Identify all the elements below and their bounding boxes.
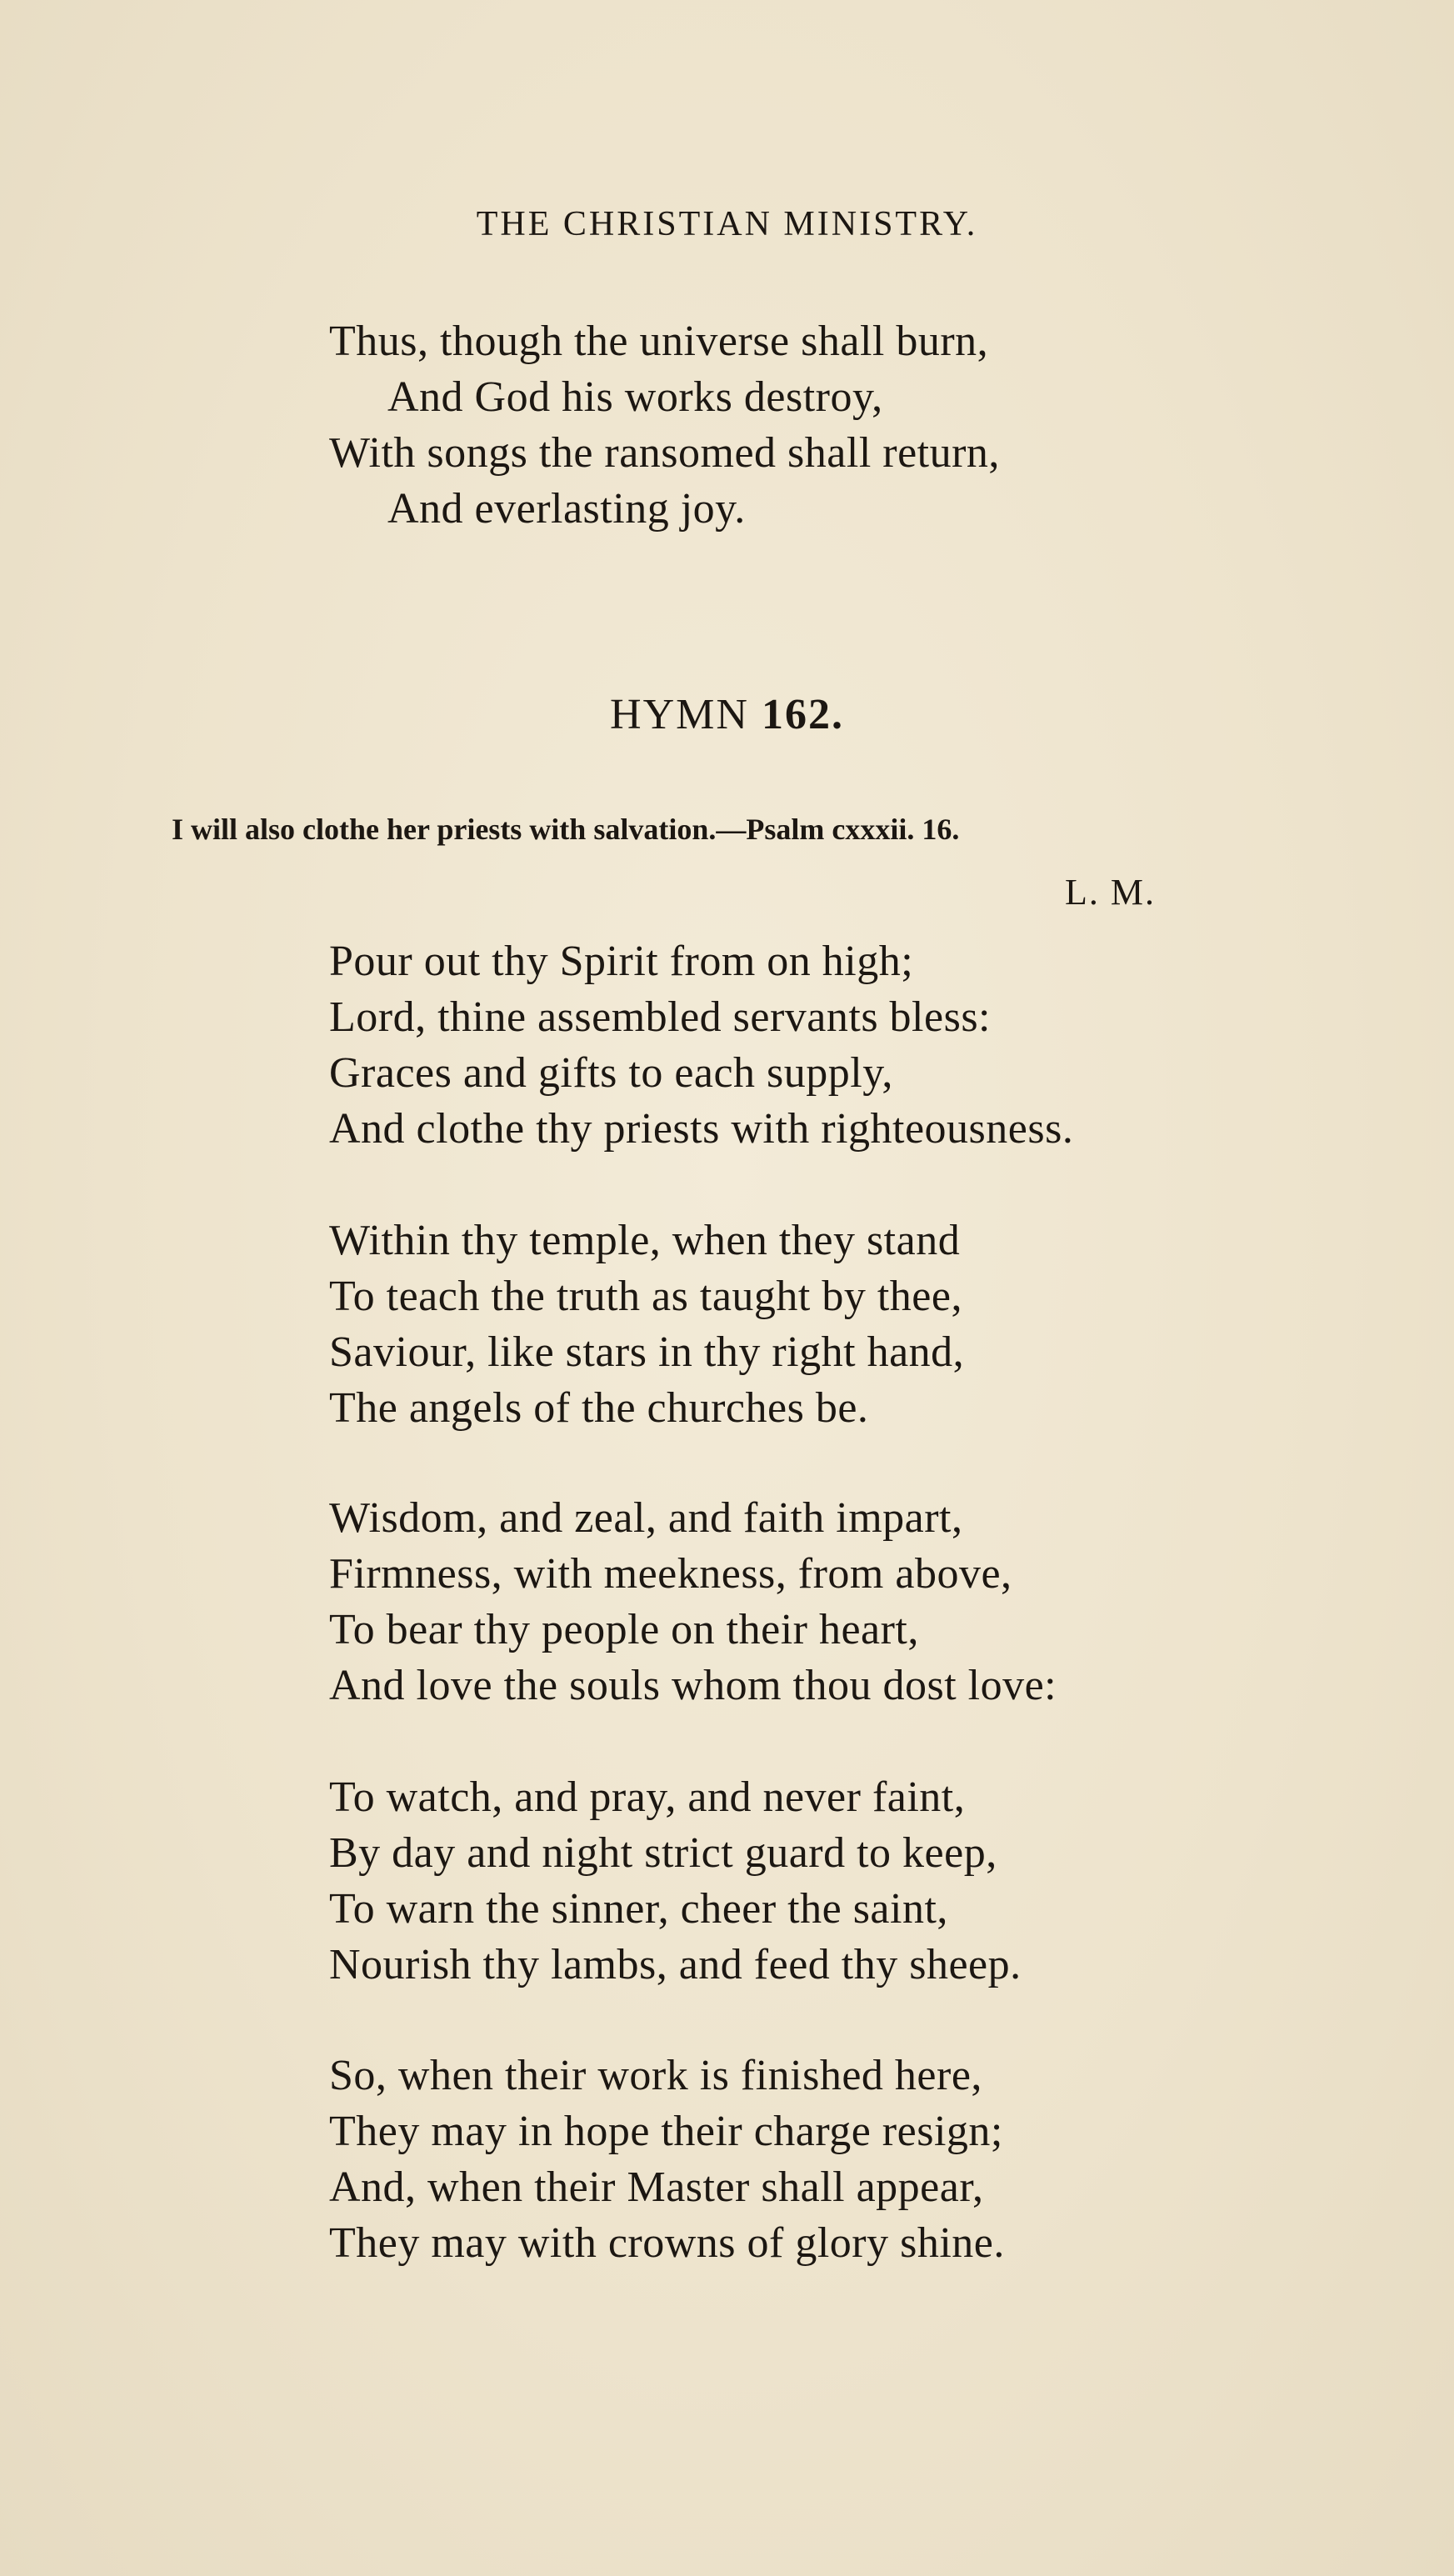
verse-line: So, when their work is finished here,: [329, 2052, 982, 2099]
verse-line: They may in hope their charge resign;: [329, 2108, 1003, 2155]
verse-line: Pour out thy Spirit from on high;: [329, 938, 914, 985]
hymn-title-word: HYMN: [610, 691, 749, 738]
verse-line: Saviour, like stars in thy right hand,: [329, 1328, 965, 1376]
verse-line: Thus, though the universe shall burn,: [329, 318, 989, 365]
verse-line: By day and night strict guard to keep,: [329, 1829, 997, 1877]
stanza-3: [329, 1490, 1057, 1713]
stanza-4: [329, 1769, 1022, 1993]
running-head: THE CHRISTIAN MINISTRY.: [476, 205, 978, 243]
verse-line: To watch, and pray, and never faint,: [329, 1773, 966, 1821]
verse-line: To warn the sinner, cheer the saint,: [329, 1885, 948, 1933]
verse-line: Graces and gifts to each supply,: [329, 1049, 893, 1097]
previous-hymn-stanza: [329, 313, 1000, 537]
verse-line: Within thy temple, when they stand: [329, 1217, 961, 1264]
verse-line: Lord, thine assembled servants bless:: [329, 993, 992, 1041]
stanza-2: [329, 1213, 964, 1436]
verse-line: And everlasting joy.: [387, 485, 746, 533]
stanza-5: [329, 2048, 1005, 2271]
scripture-epigraph: I will also clothe her priests with salvation.—Psalm cxxxii. 16.: [172, 813, 960, 846]
verse-line: And clothe thy priests with righteousness.: [329, 1105, 1074, 1153]
verse-line: And love the souls whom thou dost love:: [329, 1662, 1057, 1709]
verse-line: Wisdom, and zeal, and faith impart,: [329, 1494, 963, 1542]
hymn-meter: L. M.: [1065, 872, 1156, 913]
hymn-number: 162.: [761, 691, 844, 738]
verse-line: To teach the truth as taught by thee,: [329, 1273, 962, 1320]
verse-line: And, when their Master shall appear,: [329, 2163, 984, 2211]
verse-line: With songs the ransomed shall return,: [329, 429, 1000, 477]
hymn-title: [0, 693, 1454, 737]
stanza-1: [329, 933, 1073, 1157]
verse-line: To bear thy people on their heart,: [329, 1606, 919, 1653]
verse-line: They may with crowns of glory shine.: [329, 2219, 1005, 2267]
verse-line: Nourish thy lambs, and feed thy sheep.: [329, 1941, 1022, 1988]
verse-line: The angels of the churches be.: [329, 1384, 869, 1432]
verse-line: Firmness, with meekness, from above,: [329, 1550, 1012, 1598]
verse-line: And God his works destroy,: [387, 373, 883, 421]
